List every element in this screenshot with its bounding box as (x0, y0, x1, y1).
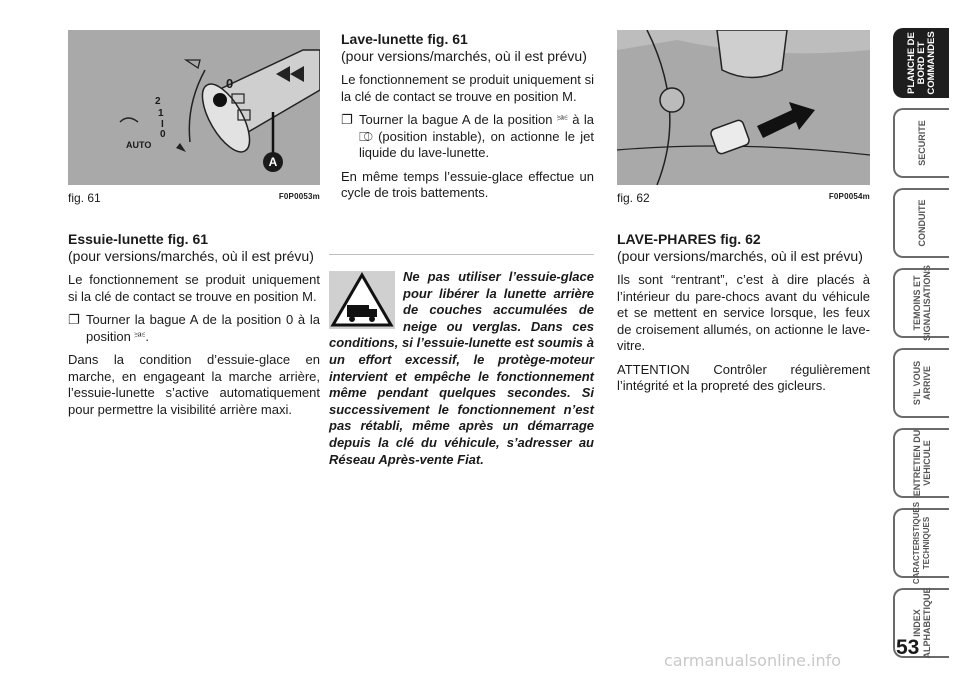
tab-temoins[interactable] (893, 265, 949, 341)
lave-phares-title: LAVE-PHARES fig. 62 (617, 231, 761, 247)
lave-lunette-bullet-text: Tourner la bague A de la position ⎃ à la ⎄ (position instable), on actionne le jet liquide du lave-lunette. (359, 112, 594, 160)
figure-62 (617, 30, 870, 185)
essuie-lunette-p2: Dans la condition d’essuie-glace en marche, en engageant la marche arrière, l’essuie-lunette s’active automatiquement pour permettre la visibilité arrière maxi. (68, 352, 320, 417)
lave-lunette-title: Lave-lunette fig. 61 (341, 31, 468, 47)
tab-label: CONDUITE (917, 199, 927, 247)
essuie-lunette-p1: Le fonctionnement se produit uniquement si la clé de contact se trouve en position M. (68, 272, 320, 304)
page-number: 53 (896, 636, 920, 659)
essuie-lunette-subtitle: (pour versions/marchés, où il est prévu) (68, 248, 314, 264)
lave-lunette-bullet (341, 112, 594, 162)
figure-62-code: F0P0054m (828, 192, 870, 201)
checkbox-bullet-icon: ❐ (341, 112, 353, 127)
lave-lunette-subtitle: (pour versions/marchés, où il est prévu) (341, 48, 587, 64)
lave-phares-p2: ATTENTION Contrôler régulièrement l’intégrité et la propreté des gicleurs. (617, 361, 870, 393)
figure-61 (68, 30, 320, 185)
tab-caracteristiques[interactable] (893, 501, 949, 585)
ring-mark-i: I (161, 119, 164, 130)
tab-label: SECURITE (917, 120, 927, 166)
tab-label: TEMOINS ET SIGNALISATIONS (912, 265, 932, 341)
warning-triangle-icon (329, 271, 395, 329)
essuie-lunette-bullet-text: Tourner la bague A de la position 0 à la position ⎃. (86, 312, 320, 344)
ring-mark-0: 0 (160, 129, 166, 140)
tab-planche-de-bord[interactable] (893, 28, 949, 98)
ring-mark-auto: AUTO (126, 140, 152, 150)
essuie-lunette-bullet (68, 312, 320, 345)
ring-marker-a: A (268, 155, 278, 169)
essuie-lunette-title: Essuie-lunette fig. 61 (68, 231, 209, 247)
tab-label: INDEX ALPHABETIQUE (912, 587, 932, 659)
lave-phares-p1: Ils sont “rentrant”, c’est à dire placés à l’intérieur du pare-chocs avant du véhicule et se mettent en service lorsque, les feux de croisement allumés, on actionne le lave-vitre. (617, 272, 870, 353)
lave-phares-subtitle: (pour versions/marchés, où il est prévu) (617, 248, 863, 264)
watermark: carmanualsonline.info (664, 651, 842, 670)
tab-conduite[interactable] (893, 188, 949, 258)
figure-61-code: F0P0053m (278, 192, 320, 201)
headlamp-washer-illustration (617, 30, 870, 185)
lave-lunette-p2: En même temps l’essuie-glace effectue un cycle de trois battements. (341, 168, 594, 200)
tab-label: S’IL VOUS ARRIVE (912, 360, 932, 406)
ring-mark-0-top: 0 (226, 76, 234, 91)
figure-62-label: fig. 62 (617, 191, 650, 205)
tab-label: CARACTERISTIQUES TECHNIQUES (912, 501, 931, 585)
section-lave-lunette (341, 31, 594, 209)
figure-61-label: fig. 61 (68, 191, 101, 205)
tab-entretien[interactable] (893, 428, 949, 498)
figure-61-caption (68, 190, 320, 206)
section-lave-phares (617, 231, 870, 402)
warning-text: Ne pas utiliser l’essuie-glace pour libérer la lunette arrière de couches accumulées de neige ou verglas. Dans ces conditions, si l’essuie-lunette est soumis à un effort excessif, le protège-moteur intervient et empêche le fonctionnement même pendant quelques secondes. Si successivement le fonctionnement n’est pas rétabli, même après un démarrage depuis la clé du véhicule, s’adresser au Réseau Après-vente Fiat. (329, 269, 594, 467)
checkbox-bullet-icon: ❐ (68, 312, 80, 327)
warning-divider (329, 254, 594, 255)
tab-label: ENTRETIEN DU VEHICULE (912, 429, 932, 497)
lave-lunette-p1: Le fonctionnement se produit uniquement si la clé de contact se trouve en position M. (341, 72, 594, 104)
tab-label: PLANCHE DE BORD ET COMMANDES (906, 31, 937, 95)
section-essuie-lunette (68, 231, 320, 425)
tab-securite[interactable] (893, 108, 949, 178)
tab-sil-vous-arrive[interactable] (893, 348, 949, 418)
warning-block (329, 269, 594, 468)
ring-mark-2: 2 (155, 96, 161, 107)
stalk-illustration (68, 30, 320, 185)
figure-62-caption (617, 190, 870, 206)
ring-mark-1: 1 (158, 108, 164, 119)
